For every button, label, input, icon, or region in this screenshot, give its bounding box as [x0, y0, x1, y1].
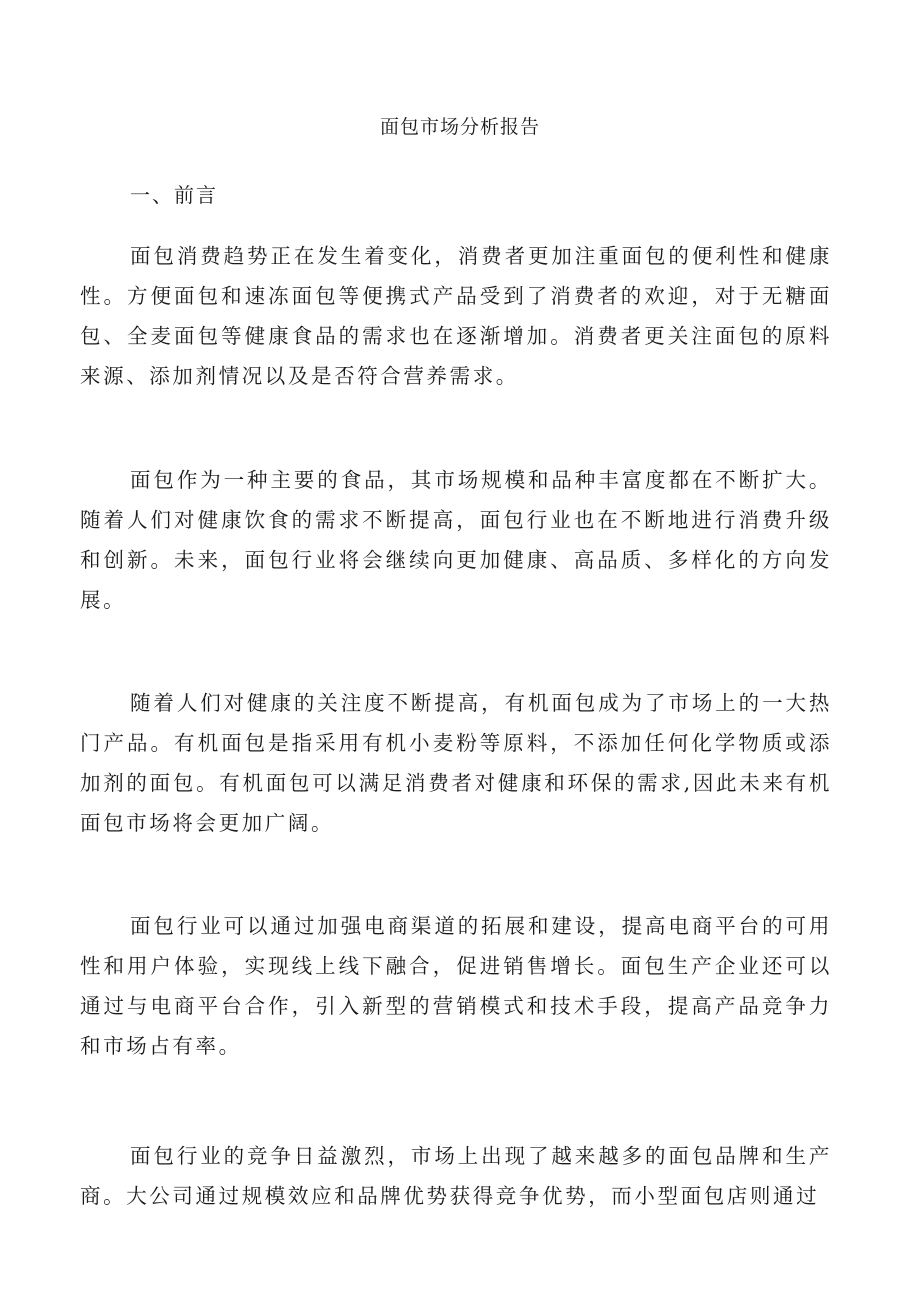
paragraph-organic-bread: 随着人们对健康的关注度不断提高，有机面包成为了市场上的一大热门产品。有机面包是指采用有机小麦粉等原料，不添加任何化学物质或添加剂的面包。有机面包可以满足消费者对健康和环保的需求,因此未来有机面包市场将会更加广阔。 — [80, 691, 832, 835]
paragraph-consumption-trends: 面包消费趋势正在发生着变化，消费者更加注重面包的便利性和健康性。方便面包和速冻面包等便携式产品受到了消费者的欢迎，对于无糖面包、全麦面包等健康食品的需求也在逐渐增加。消费者更关注面包的原料来源、添加剂情况以及是否符合营养需求。 — [80, 244, 832, 388]
document-title: 面包市场分析报告 — [379, 116, 540, 138]
paragraph-ecommerce: 面包行业可以通过加强电商渠道的拓展和建设，提高电商平台的可用性和用户体验，实现线上线下融合，促进销售增长。面包生产企业还可以通过与电商平台合作，引入新型的营销模式和技术手段，提高产品竞争力和市场占有率。 — [80, 914, 832, 1058]
paragraph-competition: 面包行业的竞争日益激烈，市场上出现了越来越多的面包品牌和生产商。大公司通过规模效应和品牌优势获得竞争优势，而小型面包店则通过 — [80, 1144, 832, 1208]
section-heading-preface: 一、前言 — [130, 183, 218, 207]
paragraph-market-scale: 面包作为一种主要的食品，其市场规模和品种丰富度都在不断扩大。随着人们对健康饮食的需求不断提高，面包行业也在不断地进行消费升级和创新。未来，面包行业将会继续向更加健康、高品质、多样化的方向发展。 — [80, 468, 832, 612]
